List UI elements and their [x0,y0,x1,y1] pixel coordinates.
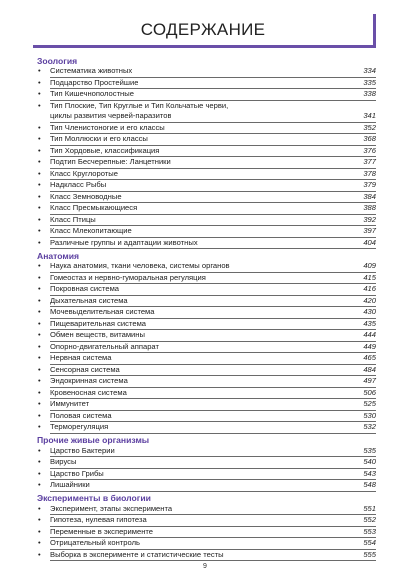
toc-entry-page: 416 [363,284,376,293]
toc-entry-page: 379 [363,180,376,189]
toc-entry-title: Тип Плоские, Тип Круглые и Тип Кольчатые черви, [50,100,229,110]
toc-entry-page: 404 [363,237,376,247]
bullet-icon: • [38,468,41,478]
toc-entry-page: 352 [363,122,376,132]
bullet-icon: • [38,89,41,98]
toc-entry-title: Эксперимент, этапы эксперимента [50,503,173,513]
toc-entry-title: Тип Членистоногие и его классы [50,122,165,132]
toc-entry[interactable] [37,550,376,562]
toc-entry-page: 543 [363,468,376,478]
toc-entry[interactable] [37,342,376,354]
toc-entry-page: 551 [363,503,376,513]
toc-entry[interactable] [37,169,376,181]
toc-entry-page: 420 [363,295,376,305]
toc-entry[interactable] [37,226,376,238]
toc-entry-page: 415 [363,272,376,282]
toc-entry-title: Кровеносная система [50,387,127,397]
bullet-icon: • [38,515,41,524]
toc-entry-title: Класс Пресмыкающиеся [50,203,138,212]
toc-entry-title: Половая система [50,410,112,420]
toc-entry-page: 334 [363,66,376,75]
bullet-icon: • [38,168,41,178]
toc-entry-page: 384 [363,191,376,201]
page-title: СОДЕРЖАНИЕ [140,19,266,39]
toc-entry-page: 378 [363,168,376,178]
bullet-icon: • [38,180,41,189]
bullet-icon: • [38,157,41,166]
bullet-icon: • [38,364,41,374]
toc-entry[interactable] [37,319,376,331]
toc-entry-title: Выборка в эксперименте и статистические тесты [50,549,224,559]
toc-entry-page: 449 [363,341,376,351]
toc-entry-page: 430 [363,307,376,316]
toc-entry-page: 397 [363,226,376,235]
toc-entry[interactable] [37,123,376,135]
table-of-contents [37,54,376,561]
toc-entry[interactable] [37,284,376,296]
bullet-icon: • [38,526,41,536]
bullet-icon: • [38,399,41,408]
toc-entry-page: 540 [363,457,376,466]
toc-entry-page: 497 [363,376,376,385]
toc-entry-page: 376 [363,145,376,155]
bullet-icon: • [38,538,41,547]
bullet-icon: • [38,226,41,235]
toc-entry[interactable] [37,203,376,215]
toc-entry-page: 525 [363,399,376,408]
toc-entry[interactable] [37,296,376,308]
toc-entry[interactable] [37,515,376,527]
bullet-icon: • [38,77,41,87]
toc-entry-page: 388 [363,203,376,212]
toc-entry[interactable] [37,180,376,192]
toc-entry[interactable] [37,353,376,365]
bullet-icon: • [38,480,41,489]
toc-entry-title: Тип Моллюски и его классы [50,134,148,143]
toc-entry[interactable] [37,399,376,411]
toc-entry-title: Класс Птицы [50,214,96,224]
page-number: 9 [203,563,207,570]
toc-entry-title: Царство Грибы [50,468,104,478]
toc-entry-title: Лишайники [50,480,90,489]
toc-entry-title: Гомеостаз и нервно-гуморальная регуляция [50,272,206,282]
toc-entry-title: Нервная система [50,353,112,362]
toc-entry-page: 338 [363,89,376,98]
toc-entry-page: 368 [363,134,376,143]
toc-entry-title: Мочевыделительная система [50,307,155,316]
section-title: Эксперименты в биологии [37,493,151,503]
toc-entry-title: Систематика животных [50,66,133,75]
toc-entry-title: Терморегуляция [50,422,109,431]
toc-entry[interactable] [37,261,376,273]
toc-entry-page: 532 [363,422,376,431]
toc-entry-title: Покровная система [50,284,120,293]
toc-entry-title: Опорно-двигательный аппарат [50,341,159,351]
toc-entry[interactable] [37,215,376,227]
toc-entry-page: 506 [363,387,376,397]
toc-entry-title: Различные группы и адаптации животных [50,237,198,247]
bullet-icon: • [38,237,41,247]
toc-entry[interactable] [37,411,376,423]
toc-entry[interactable] [37,538,376,550]
toc-entry[interactable] [37,422,376,434]
bullet-icon: • [38,353,41,362]
toc-entry-page: 435 [363,318,376,328]
toc-entry-title: Тип Кишечнополостные [50,89,134,98]
bullet-icon: • [38,100,41,110]
bullet-icon: • [38,272,41,282]
toc-entry-page: 554 [363,538,376,547]
bullet-icon: • [38,410,41,420]
toc-entry-page: 553 [363,526,376,536]
bullet-icon: • [38,295,41,305]
bullet-icon: • [38,341,41,351]
toc-entry-page: 552 [363,515,376,524]
toc-entry-title: Сенсорная система [50,364,120,374]
toc-entry[interactable] [37,480,376,492]
bullet-icon: • [38,318,41,328]
toc-entry[interactable] [37,66,376,78]
toc-entry-page: 465 [363,353,376,362]
toc-entry-title: Эндокринная система [50,376,128,385]
toc-entry-page: 409 [363,261,376,270]
bullet-icon: • [38,330,41,339]
toc-entry-page: 335 [363,77,376,87]
toc-entry[interactable] [37,457,376,469]
section-title: Зоология [37,55,78,66]
toc-header [33,14,376,48]
toc-entry-page: 377 [363,157,376,166]
bullet-icon: • [38,284,41,293]
toc-entry-page: 341 [363,111,376,120]
toc-entry-title: Вирусы [50,457,77,466]
toc-entry-page: 530 [363,410,376,420]
toc-entry[interactable] [37,134,376,146]
toc-entry-title: Тип Хордовые, классификация [50,145,160,155]
toc-entry-page: 555 [363,549,376,559]
toc-entry-title: Отрицательный контроль [50,538,140,547]
section-title: Прочие живые организмы [37,435,150,445]
bullet-icon: • [38,261,41,270]
toc-entry[interactable] [37,365,376,377]
bullet-icon: • [38,145,41,155]
toc-entry[interactable] [37,238,376,250]
toc-entry[interactable] [37,504,376,516]
bullet-icon: • [38,214,41,224]
toc-entry-title: Пищеварительная система [50,318,147,328]
bullet-icon: • [38,376,41,385]
toc-entry-title: Царство Бактерии [50,445,115,455]
toc-entry-title: Переменные в эксперименте [50,526,154,536]
bullet-icon: • [38,503,41,513]
toc-entry-title: Гипотеза, нулевая гипотеза [50,515,147,524]
toc-entry[interactable] [37,527,376,539]
bullet-icon: • [38,203,41,212]
toc-entry[interactable] [37,157,376,169]
toc-entry-title: Класс Земноводные [50,191,122,201]
bullet-icon: • [38,66,41,75]
toc-entry-title: Класс Круглоротые [50,168,118,178]
toc-entry-title: Обмен веществ, витамины [50,330,145,339]
toc-entry-page: 392 [363,214,376,224]
bullet-icon: • [38,422,41,431]
bullet-icon: • [38,549,41,559]
toc-entry[interactable] [37,273,376,285]
toc-entry[interactable] [37,469,376,481]
toc-entry-page: 548 [363,480,376,489]
bullet-icon: • [38,191,41,201]
toc-entry[interactable] [37,89,376,101]
toc-entry[interactable] [37,78,376,90]
bullet-icon: • [38,122,41,132]
bullet-icon: • [38,307,41,316]
bullet-icon: • [38,134,41,143]
toc-entry-page: 444 [363,330,376,339]
toc-entry-title: Надкласс Рыбы [50,180,107,189]
toc-entry-page: 535 [363,445,376,455]
bullet-icon: • [38,387,41,397]
toc-entry[interactable] [37,307,376,319]
toc-entry[interactable] [37,446,376,458]
toc-entry[interactable] [37,330,376,342]
toc-entry[interactable] [37,192,376,204]
toc-entry-title: Дыхательная система [50,295,128,305]
bullet-icon: • [38,457,41,466]
toc-entry-title: циклы развития червей-паразитов [50,111,172,120]
toc-entry[interactable] [37,388,376,400]
toc-entry-title: Подцарство Простейшие [50,77,139,87]
toc-entry-title: Наука анатомия, ткани человека, системы органов [50,261,230,270]
toc-entry[interactable] [37,146,376,158]
toc-entry-title: Класс Млекопитающие [50,226,132,235]
section-title: Анатомия [37,250,80,261]
toc-entry-title: Иммунитет [50,399,90,408]
toc-entry-title: Подтип Бесчерепные: Ланцетники [50,157,171,166]
toc-entry[interactable] [37,376,376,388]
bullet-icon: • [38,445,41,455]
toc-entry-page: 484 [363,364,376,374]
toc-entry[interactable] [37,101,376,123]
